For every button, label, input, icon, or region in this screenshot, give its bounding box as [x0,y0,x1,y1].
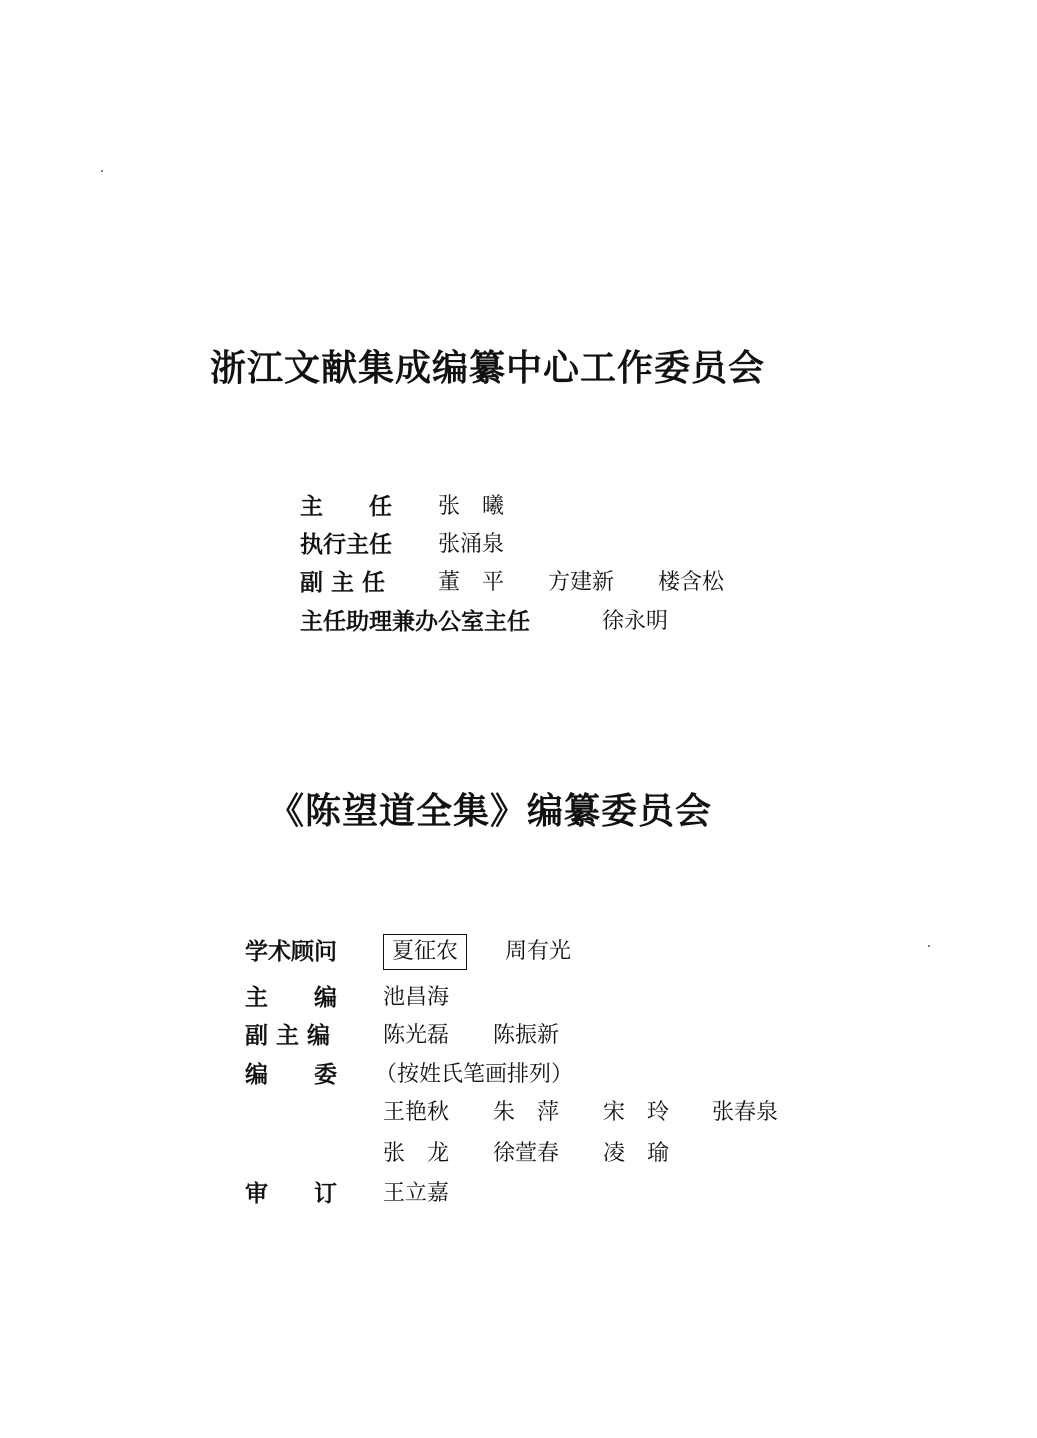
board-member: 凌 瑜 [603,1141,670,1166]
board-member: 徐萱春 [493,1141,560,1166]
board-label: 编 委 [245,1062,337,1088]
speck-mark [928,945,930,947]
speck-mark [101,170,103,172]
exec-director-label: 执行主任 [300,532,392,558]
memorial-box: 夏征农 [383,934,467,970]
board-member: 宋 玲 [603,1100,670,1125]
board-member: 张 龙 [383,1141,450,1166]
advisor-label: 学术顾问 [245,939,337,965]
assistant-label: 主任助理兼办公室主任 [300,609,530,635]
editor-name: 池昌海 [383,985,450,1010]
director-label: 主 任 [300,494,392,520]
deputy-name: 方建新 [548,570,615,595]
reviewer-name: 王立嘉 [383,1181,450,1206]
reviewer-label: 审 订 [245,1181,337,1207]
committee1-title: 浙江文献集成编纂中心工作委员会 [210,348,766,389]
advisor-name-boxed [383,937,467,970]
deputy-name: 董 平 [438,570,505,595]
assistant-name: 徐永明 [602,609,669,634]
advisor-name: 周有光 [505,939,572,964]
director-name: 张 曦 [438,494,505,519]
board-member: 张春泉 [712,1100,779,1125]
deputy-name: 楼含松 [658,570,725,595]
deputy-editor-name: 陈振新 [493,1023,560,1048]
committee2-title: 《陈望道全集》编纂委员会 [268,791,713,832]
board-note: （按姓氏笔画排列） [375,1062,574,1087]
editor-label: 主 编 [245,985,337,1011]
deputy-editor-label: 副 主 编 [245,1023,331,1049]
exec-director-name: 张涌泉 [438,532,505,557]
deputy-editor-name: 陈光磊 [383,1023,450,1048]
board-member: 朱 萍 [493,1100,560,1125]
deputy-label: 副 主 任 [300,570,386,596]
board-member: 王艳秋 [383,1100,450,1125]
